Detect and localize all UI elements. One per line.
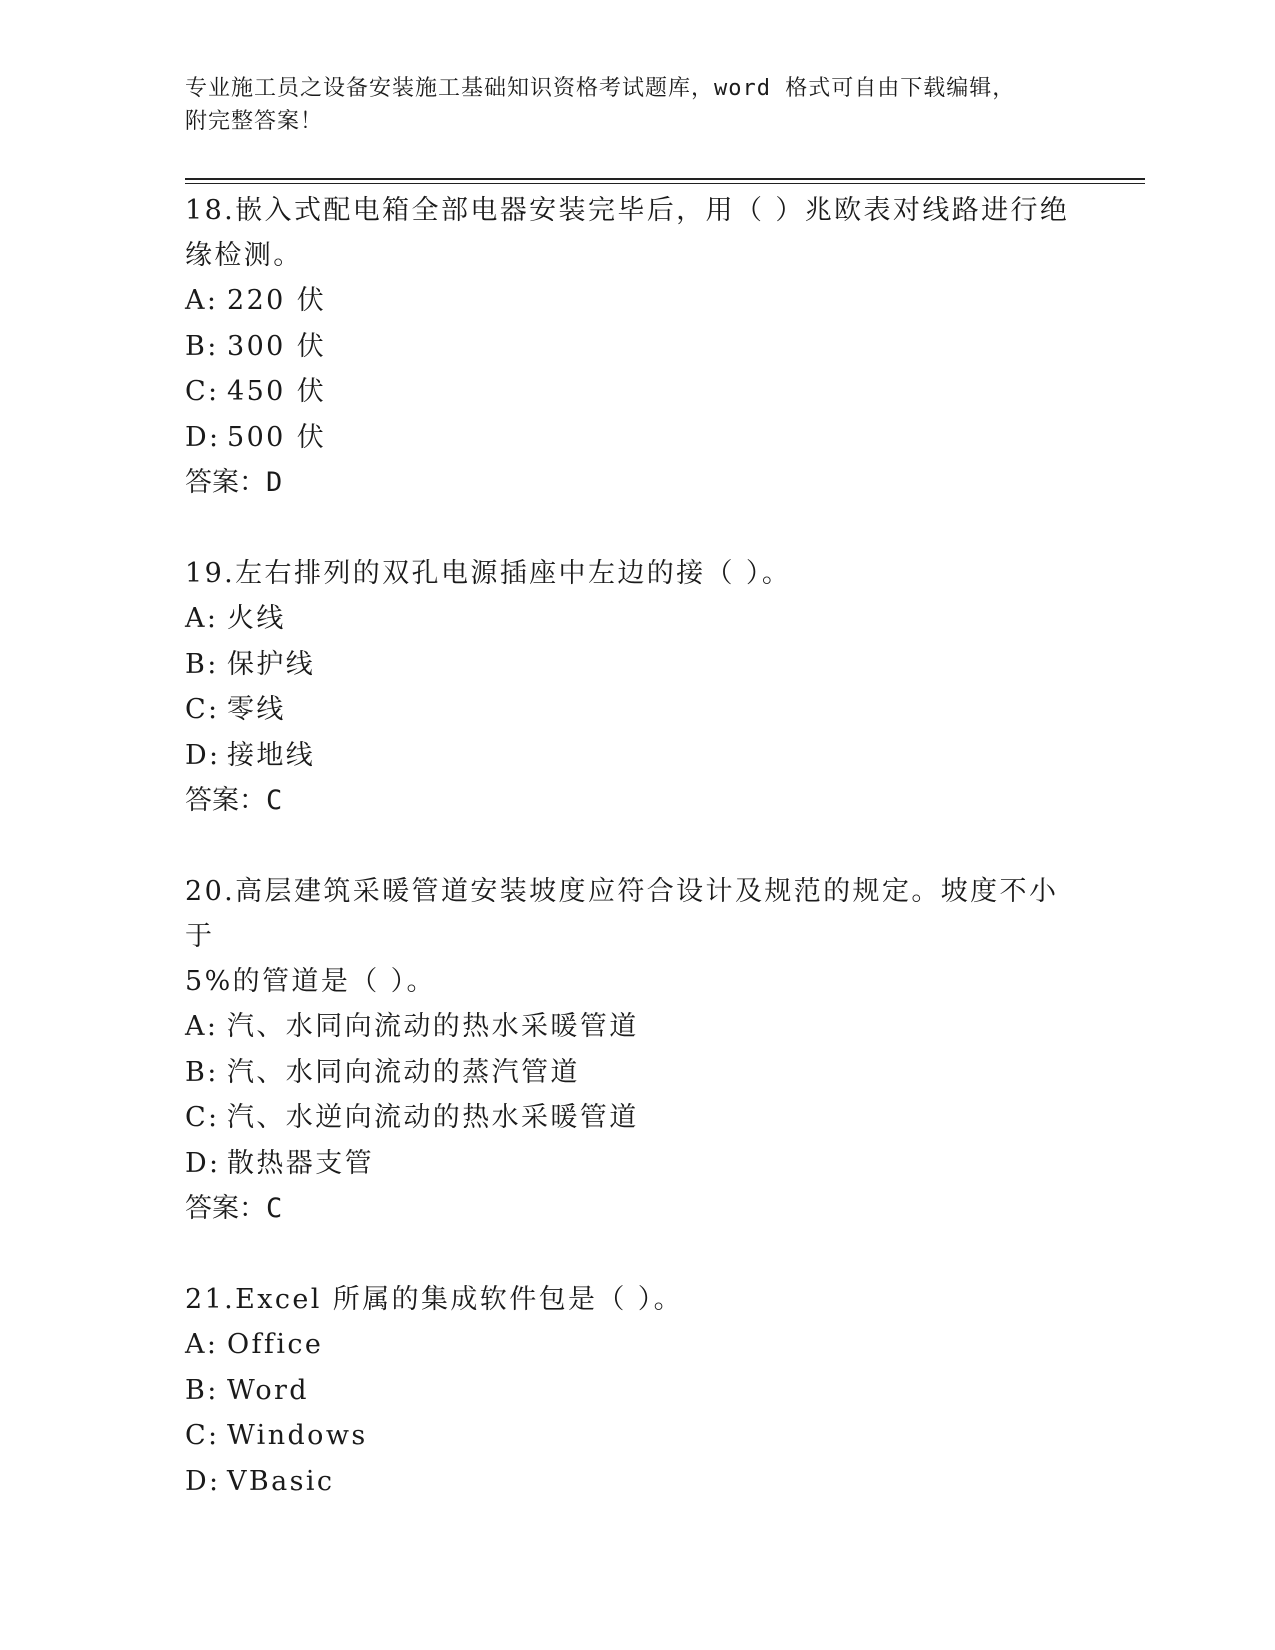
option-label: B:	[185, 1374, 219, 1406]
question-list	[185, 188, 1085, 1550]
option-text: Office	[227, 1329, 324, 1360]
option-c	[185, 687, 1085, 733]
question-21	[185, 1277, 1085, 1504]
option-text: 接地线	[227, 739, 316, 771]
option-text: 火线	[227, 603, 286, 634]
option-label: D:	[185, 1147, 221, 1179]
question-19	[185, 551, 1085, 823]
option-label: D:	[185, 1465, 221, 1497]
option-text: 保护线	[227, 648, 316, 680]
question-text-line: 缘检测。	[185, 240, 303, 271]
option-d	[185, 733, 1085, 779]
option-a	[185, 278, 1085, 324]
option-text: 汽、水逆向流动的热水采暖管道	[227, 1102, 639, 1133]
option-b	[185, 1368, 1085, 1414]
question-20	[185, 869, 1085, 1231]
option-a	[185, 596, 1085, 642]
option-text: 300 伏	[227, 330, 327, 362]
option-text: 220 伏	[227, 285, 327, 316]
header-rule-thick	[185, 178, 1145, 180]
option-label: C:	[185, 694, 220, 725]
option-text: 500 伏	[227, 421, 327, 453]
option-a	[185, 1322, 1085, 1368]
option-label: A:	[185, 1011, 219, 1042]
option-text: 汽、水同向流动的热水采暖管道	[227, 1011, 639, 1042]
option-label: B:	[185, 330, 219, 362]
question-text-line: 21.Excel 所属的集成软件包是（ ）。	[185, 1284, 684, 1315]
option-d	[185, 415, 1085, 461]
question-text-line: 18.嵌入式配电箱全部电器安装完毕后，用（ ）兆欧表对线路进行绝	[185, 195, 1070, 226]
option-text: VBasic	[227, 1465, 335, 1497]
option-c	[185, 1413, 1085, 1459]
question-text-line: 20.高层建筑采暖管道安装坡度应符合设计及规范的规定。坡度不小于	[185, 876, 1059, 952]
question-text-line: 5%的管道是（ ）。	[185, 966, 436, 997]
option-text: Windows	[227, 1420, 368, 1451]
header-rule-thin	[185, 183, 1145, 184]
option-label: C:	[185, 1420, 220, 1451]
question-text-line: 19.左右排列的双孔电源插座中左边的接（ ）。	[185, 558, 792, 589]
answer-line: 答案：C	[185, 1193, 283, 1224]
answer-line: 答案：D	[185, 467, 283, 498]
option-b	[185, 324, 1085, 370]
question-18	[185, 188, 1085, 505]
option-label: D:	[185, 739, 221, 771]
option-text: 散热器支管	[227, 1147, 374, 1179]
header-line-1: 专业施工员之设备安装施工基础知识资格考试题库，word 格式可自由下载编辑，	[185, 76, 1016, 101]
answer-line: 答案：C	[185, 785, 283, 816]
option-c	[185, 1095, 1085, 1141]
option-text: 汽、水同向流动的蒸汽管道	[227, 1056, 580, 1088]
option-label: C:	[185, 376, 220, 407]
option-label: A:	[185, 603, 219, 634]
document-header	[185, 72, 1085, 138]
option-label: C:	[185, 1102, 220, 1133]
option-text: 450 伏	[227, 376, 327, 407]
option-b	[185, 642, 1085, 688]
option-text: 零线	[227, 694, 286, 725]
option-a	[185, 1004, 1085, 1050]
option-label: B:	[185, 648, 219, 680]
header-line-2: 附完整答案！	[185, 109, 324, 134]
option-label: D:	[185, 421, 221, 453]
option-label: A:	[185, 1329, 219, 1360]
option-b	[185, 1050, 1085, 1096]
option-label: B:	[185, 1056, 219, 1088]
option-d	[185, 1459, 1085, 1505]
option-label: A:	[185, 285, 219, 316]
option-text: Word	[227, 1374, 309, 1406]
option-d	[185, 1141, 1085, 1187]
option-c	[185, 369, 1085, 415]
